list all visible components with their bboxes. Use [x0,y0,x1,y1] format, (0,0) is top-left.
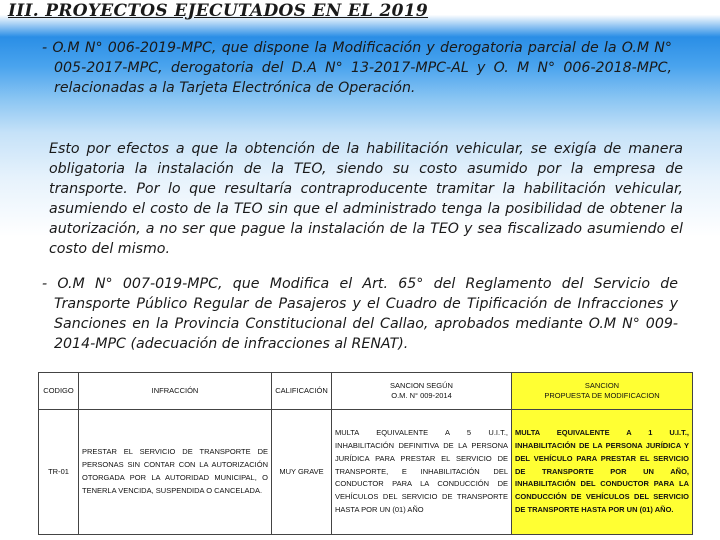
cell-sancion-segun: MULTA EQUIVALENTE A 5 U.I.T., INHABILITACIÓN DEFINITIVA DE LA PERSONA JURÍDICA PARA PRESTAR EL SERVICIO DE TRANSPORTE, E INHABILITACIÓN DEL CONDUCTOR PARA LA CONDUCCIÓN DE VEHÍCULOS DEL SERVICIO DE TRANSPORTE HASTA POR UN (01) AÑO [332,410,512,535]
paragraph-teo-explanation: Esto por efectos a que la obtención de la habilitación vehicular, se exigía de manera obligatoria la instalación de la TEO, siendo su costo asumido por la empresa de transporte. Por lo que resultaría contraproducente tramitar la habilitación vehicular, asumiendo el costo de la TEO sin que el administrado tenga la posibilidad de obtener la autorización, a no ser que pague la instalación de la TEO y sea fiscalizado asumiendo el costo del mismo. [49,141,683,257]
cell-infraccion: PRESTAR EL SERVICIO DE TRANSPORTE DE PERSONAS SIN CONTAR CON LA AUTORIZACIÓN OTORGADA POR LA AUTORIDAD MUNICIPAL, O TENERLA VENCIDA, SUSPENDIDA O CANCELADA. [79,410,272,535]
header-sancion-segun [332,373,512,410]
cell-codigo: TR-01 [39,410,79,535]
cell-calificacion: MUY GRAVE [272,410,332,535]
paragraph-ordinance-007: - O.M N° 007-019-MPC, que Modifica el Art. 65° del Reglamento del Servicio de Transporte Público Regular de Pasajeros y el Cuadro de Tipificación de Infracciones y Sanciones en la Provincia Constitucional del Callao, aprobados mediante O.M N° 009-2014-MPC (adecuación de infracciones al RENAT). [42,276,678,352]
table-header-row [39,373,693,410]
infractions-table [38,372,693,535]
paragraph-ordinance-006: - O.M N° 006-2019-MPC, que dispone la Modificación y derogatoria parcial de la O.M N° 005-2017-MPC, derogatoria del D.A N° 13-2017-MPC-AL y O. M N° 006-2018-MPC, relacionadas a la Tarjeta Electrónica de Operación. [42,40,672,96]
header-sancion-segun-line2: O.M. N° 009-2014 [391,391,452,400]
header-sancion-segun-line1: SANCION SEGÚN [390,381,453,390]
header-codigo: CODIGO [39,373,79,410]
header-infraccion: INFRACCIÓN [79,373,272,410]
cell-sancion-propuesta: MULTA EQUIVALENTE A 1 U.I.T., INHABILITACIÓN DE LA PERSONA JURÍDICA Y DEL VEHÍCULO PARA PRESTAR EL SERVICIO DE TRANSPORTE POR UN AÑO, INHABILITACIÓN DEL CONDUCTOR PARA LA CONDUCCIÓN DE VEHÍCULOS DEL SERVICIO DE TRANSPORTE HASTA POR UN (01) AÑO. [512,410,693,535]
header-sancion-propuesta-line1: SANCION [584,381,620,390]
header-sancion-propuesta [512,373,693,410]
header-calificacion: CALIFICACIÓN [272,373,332,410]
header-sancion-propuesta-line2: PROPUESTA DE MODIFICACION [544,391,660,400]
page-title: III. PROYECTOS EJECUTADOS EN EL 2019 [8,1,429,21]
table-row [39,410,693,535]
